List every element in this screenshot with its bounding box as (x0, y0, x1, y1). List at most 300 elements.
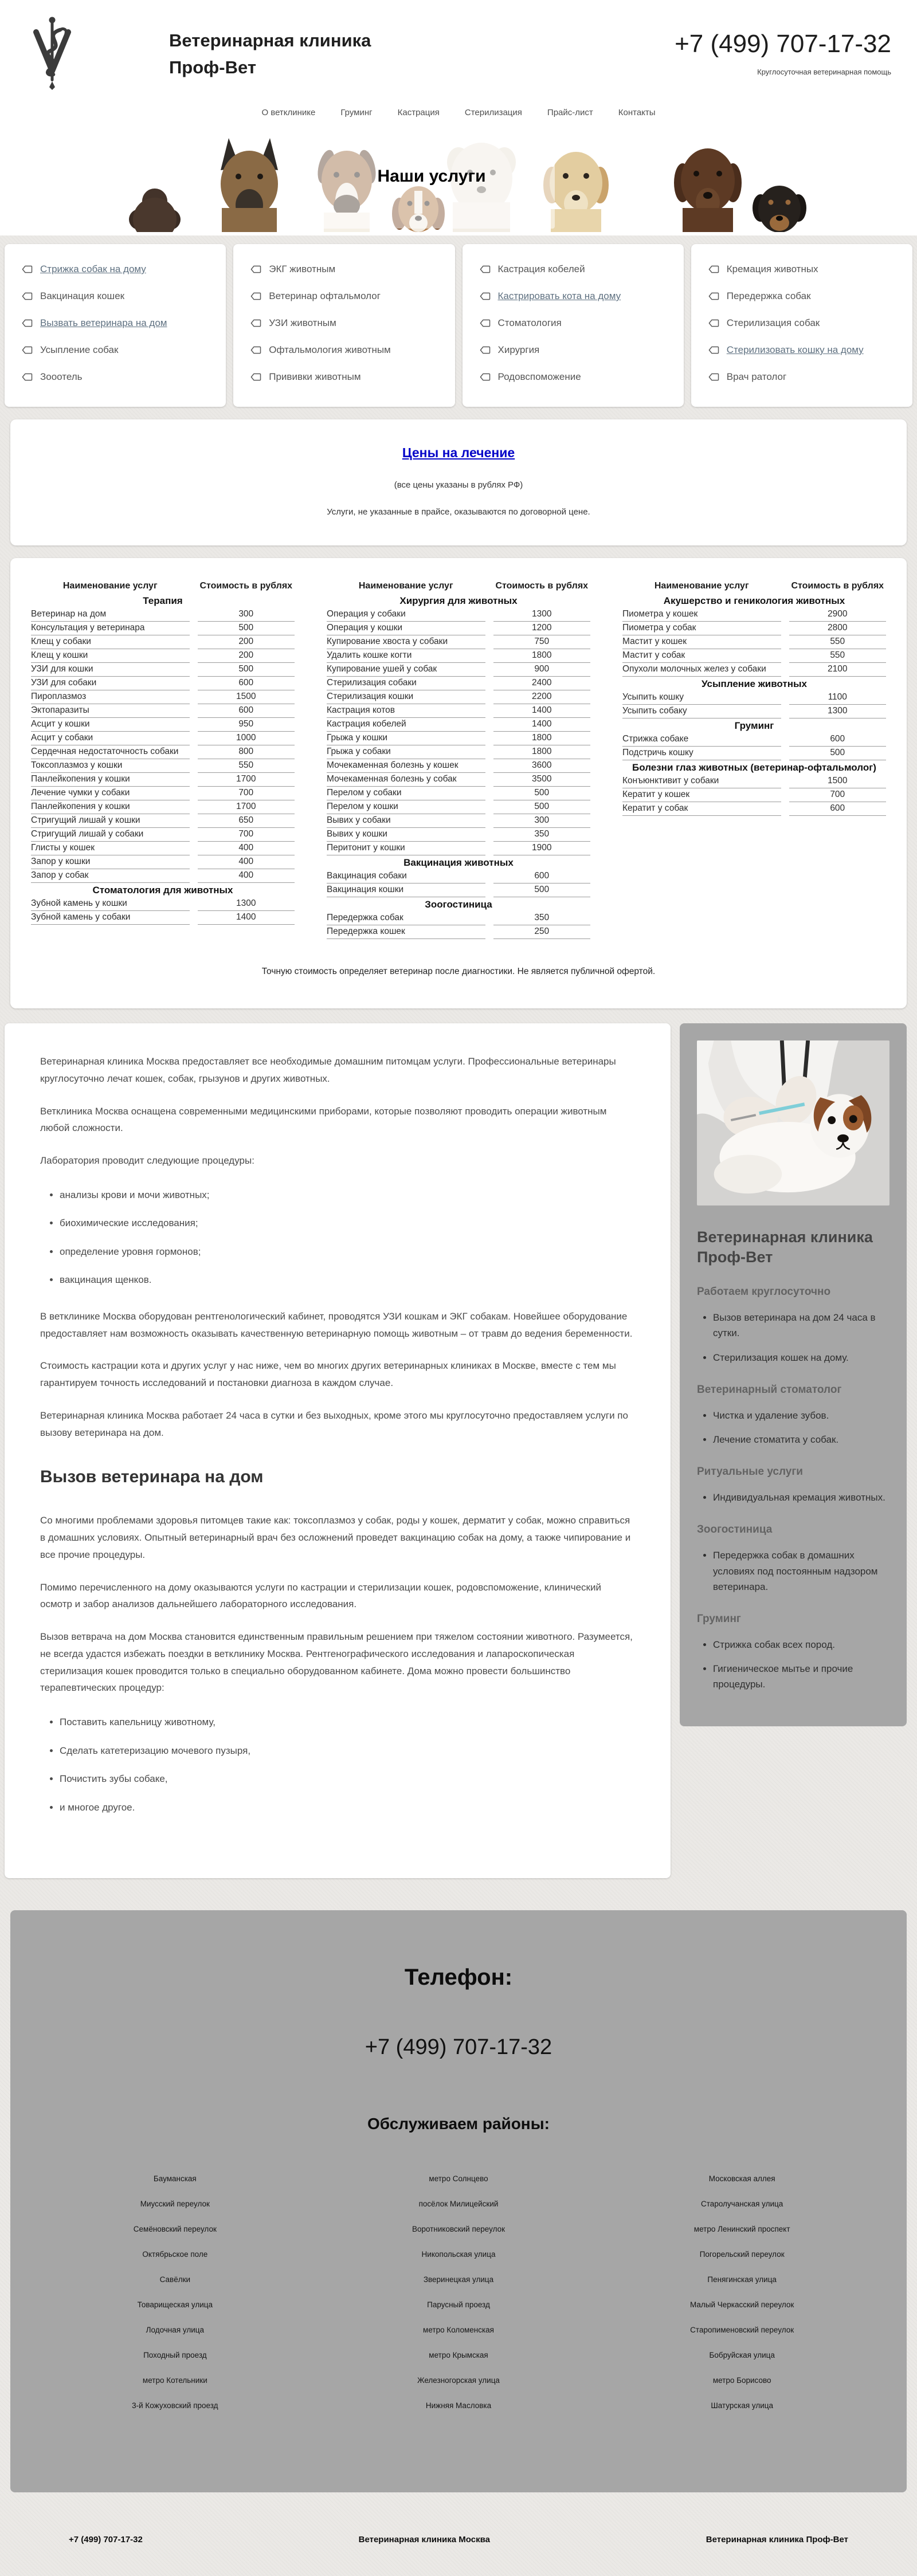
price-row (327, 773, 590, 787)
service-name-cell: Вакцинация кошки (327, 883, 485, 897)
tag-icon (480, 319, 491, 327)
service-item-label: Усыпление собак (40, 344, 119, 355)
table-section-row (31, 883, 295, 897)
service-name-cell: Пироплазмоз (31, 690, 190, 704)
price-row (327, 787, 590, 800)
service-price-cell: 350 (493, 912, 590, 925)
clinic-title-line1: Ветеринарная клиника (169, 30, 371, 50)
article-list-item: • Сделать катетеризацию мочевого пузыря, (60, 1743, 635, 1758)
tag-icon (708, 373, 719, 381)
district-item: Погорельский переулок (699, 2250, 785, 2259)
article-paragraph: Ветеринарная клиника Москва предоставляет все необходимые домашним питомцам услуги. Профессиональные ветеринары круглосуточно лечат кошек, собак, грызунов и других животных. (40, 1056, 616, 1084)
service-price-cell: 1500 (789, 775, 886, 788)
service-name-cell: Асцит у собаки (31, 732, 190, 745)
sidebar-list (713, 1310, 889, 1365)
service-item-label: Родовспоможение (497, 371, 581, 382)
article-list-item: • анализы крови и мочи животных; (60, 1188, 635, 1203)
prices-currency-note: (все цены указаны в рублях РФ) (394, 480, 523, 490)
district-item: 3-й Кожуховский проезд (132, 2401, 218, 2410)
tag-icon (22, 319, 33, 327)
price-row (31, 622, 295, 635)
price-row (327, 732, 590, 745)
service-price-cell: 200 (198, 635, 295, 649)
service-price-cell: 1200 (493, 622, 590, 635)
sidebar-list-item: • Индивидуальная кремация животных. (713, 1490, 889, 1505)
table-col-header-price: Стоимость в рублях (791, 581, 884, 591)
sidebar-list (713, 1637, 889, 1693)
sidebar-list-item: • Лечение стоматита у собак. (713, 1432, 889, 1447)
article-list (60, 1715, 635, 1815)
service-name-cell: Операция у кошки (327, 622, 485, 635)
price-row (31, 745, 295, 759)
dog-shepherd (221, 138, 278, 232)
service-price-cell: 200 (198, 649, 295, 663)
price-row (31, 855, 295, 869)
service-name-cell: Запор у собак (31, 869, 190, 883)
service-name-cell: Вывих у кошки (327, 828, 485, 842)
district-item: Парусный проезд (427, 2300, 490, 2309)
service-price-cell: 500 (198, 622, 295, 635)
footer (0, 2492, 917, 2576)
service-name-cell: Мастит у собак (622, 649, 781, 663)
service-name-cell: Глисты у кошек (31, 842, 190, 855)
table-header-row (327, 580, 590, 594)
service-price-cell: 650 (198, 814, 295, 828)
price-table-column (614, 580, 894, 816)
table-section-row (622, 677, 886, 691)
hero-title: Наши услуги (377, 167, 486, 186)
service-name-cell: Грыжа у кошки (327, 732, 485, 745)
price-row (327, 663, 590, 677)
price-row (327, 925, 590, 939)
price-row (327, 704, 590, 718)
service-price-cell: 1900 (493, 842, 590, 855)
sidebar-list-item: • Гигиеническое мытье и прочие процедуры. (713, 1661, 889, 1692)
service-name-cell: Перелом у собаки (327, 787, 485, 800)
table-section-title: Стоматология для животных (92, 885, 233, 896)
service-price-cell: 900 (493, 663, 590, 677)
table-section-title: Акушерство и геникология животных (663, 595, 845, 606)
service-name-cell: Ветеринар на дом (31, 608, 190, 622)
service-name-cell: Кастрация котов (327, 704, 485, 718)
district-item: Миусский переулок (140, 2200, 210, 2208)
service-item (480, 371, 678, 383)
footer-center-text: Ветеринарная клиника Москва (358, 2535, 490, 2544)
service-item-label: Врач ратолог (726, 371, 787, 382)
hero-title-box (308, 124, 555, 229)
article-paragraph: В ветклинике Москва оборудован рентгенологический кабинет, проводятся УЗИ кошкам и ЭКГ собакам. Новейшее оборудование предоставляет нам возможность оказывать качественную ветеринарную помощь животным – от травм до ведения беременности. (40, 1310, 633, 1339)
price-row (327, 828, 590, 842)
tag-icon (480, 265, 491, 273)
service-price-cell: 550 (789, 635, 886, 649)
service-item (480, 317, 678, 329)
table-section-row (327, 855, 590, 870)
price-row (327, 608, 590, 622)
service-item-label: Стоматология (497, 317, 562, 328)
service-name-cell: Мастит у кошек (622, 635, 781, 649)
service-name-cell: Панлейкопения у кошки (31, 773, 190, 787)
service-price-cell: 600 (198, 704, 295, 718)
service-name-cell: Усыпить собаку (622, 705, 781, 718)
header-phone: +7 (499) 707-17-32 (675, 30, 891, 58)
service-price-cell: 550 (789, 649, 886, 663)
sidebar-list-item: • Чистка и удаление зубов. (713, 1408, 889, 1423)
price-row (327, 649, 590, 663)
service-price-cell: 1300 (493, 608, 590, 622)
sidebar-group-title: Ветеринарный стоматолог (697, 1383, 842, 1396)
price-row (31, 732, 295, 745)
service-price-cell: 500 (493, 800, 590, 814)
sidebar-list-item: • Передержка собак в домашних условиях под постоянным надзором ветеринара. (713, 1548, 889, 1595)
service-price-cell: 500 (198, 663, 295, 677)
district-item: Бауманская (153, 2174, 197, 2183)
service-name-cell: Стерилизация собаки (327, 677, 485, 690)
district-column (317, 2174, 601, 2426)
service-price-cell: 600 (198, 677, 295, 690)
service-item-label: Кастрация кобелей (497, 264, 585, 274)
table-section-title: Хирургия для животных (399, 595, 518, 606)
service-name-cell: Усыпить кошку (622, 691, 781, 705)
service-price-cell: 2800 (789, 622, 886, 635)
price-row (31, 759, 295, 773)
service-name-cell: Лечение чумки у собаки (31, 787, 190, 800)
service-name-cell: Купирование хвоста у собаки (327, 635, 485, 649)
nav-link[interactable]: Груминг (340, 108, 373, 117)
price-row (327, 814, 590, 828)
price-row (327, 870, 590, 883)
price-row (327, 912, 590, 925)
service-item-label: ЭКГ животным (269, 264, 336, 274)
district-item: Воротниковский переулок (412, 2225, 505, 2233)
service-item-link[interactable]: Кастрировать кота на дому (497, 290, 621, 301)
service-item-label: УЗИ животным (269, 317, 336, 328)
price-row (31, 814, 295, 828)
nav-link[interactable]: Контакты (618, 108, 656, 117)
sidebar-list (713, 1548, 889, 1595)
table-col-header-name: Наименование услуг (358, 581, 453, 591)
article-paragraph: Ветклиника Москва оснащена современными медицинскими приборами, которые позволяют проводить операции животным любой сложности. (40, 1105, 607, 1134)
sidebar-group-title: Груминг (697, 1612, 741, 1625)
service-price-cell: 600 (789, 733, 886, 747)
service-item (250, 264, 449, 275)
service-price-cell: 2400 (493, 677, 590, 690)
vet-logo-icon (32, 15, 73, 91)
table-section-row (622, 760, 886, 775)
service-item (250, 344, 449, 356)
sidebar-list-item: • Стрижка собак всех пород. (713, 1637, 889, 1652)
nav-link[interactable]: Прайс-лист (547, 108, 593, 117)
service-name-cell: Клещ у кошки (31, 649, 190, 663)
service-item (22, 264, 220, 275)
service-name-cell: Купирование ушей у собак (327, 663, 485, 677)
district-item: Товарищеская улица (137, 2300, 213, 2309)
services-card (463, 244, 684, 407)
dog-chocolate-lab (674, 148, 742, 232)
service-price-cell: 1400 (493, 718, 590, 732)
price-disclaimer: Точную стоимость определяет ветеринар после диагностики. Не является публичной офертой. (261, 967, 656, 976)
sidebar-list-item: • Вызов ветеринара на дом 24 часа в сутки. (713, 1310, 889, 1341)
service-name-cell: Мочекаменная болезнь у кошек (327, 759, 485, 773)
service-item (708, 264, 907, 275)
price-row (622, 635, 886, 649)
service-item (480, 290, 678, 302)
price-row (622, 775, 886, 788)
service-item-label: Офтальмология животным (269, 344, 391, 355)
district-item: метро Коломенская (423, 2326, 494, 2334)
article-paragraph: Лаборатория проводит следующие процедуры: (40, 1155, 254, 1166)
price-table-column (23, 580, 303, 925)
district-item: Лодочная улица (146, 2326, 204, 2334)
table-section-title: Терапия (143, 595, 183, 606)
service-name-cell: Стрижка собаке (622, 733, 781, 747)
service-price-cell: 600 (493, 870, 590, 883)
service-item (250, 371, 449, 383)
service-name-cell: Перелом у кошки (327, 800, 485, 814)
district-item: Походный проезд (143, 2351, 207, 2359)
service-name-cell: Конъюнктивит у собаки (622, 775, 781, 788)
table-col-header-name: Наименование услуг (62, 581, 158, 591)
price-row (327, 759, 590, 773)
price-row (327, 883, 590, 897)
service-item-link[interactable]: Стрижка собак на дому (40, 264, 146, 274)
service-name-cell: Запор у кошки (31, 855, 190, 869)
article-paragraph: Стоимость кастрации кота и других услуг у нас ниже, чем во многих других ветеринарных клиниках в Москве, вместе с тем мы гарантируем точность исследований и постановки диагноза в каждом случае. (40, 1360, 616, 1388)
price-row (327, 677, 590, 690)
article-paragraph: Помимо перечисленного на дому оказываются услуги по кастрации и стерилизации кошек, родовспоможение, клинический осмотр и забор анализов дальнейшего лабораторного исследования. (40, 1581, 601, 1610)
district-item: Бобруйская улица (709, 2351, 775, 2359)
tag-icon (22, 265, 33, 273)
service-name-cell: Клещ у собаки (31, 635, 190, 649)
price-row (622, 733, 886, 747)
service-price-cell: 3500 (493, 773, 590, 787)
price-table (614, 580, 894, 816)
service-price-cell: 700 (198, 787, 295, 800)
service-price-cell: 750 (493, 635, 590, 649)
footer-phone: +7 (499) 707-17-32 (69, 2535, 143, 2544)
district-item: Московская аллея (708, 2174, 775, 2183)
service-price-cell: 400 (198, 855, 295, 869)
price-row (327, 622, 590, 635)
phone-heading: Телефон: (404, 1965, 513, 1990)
district-item: метро Солнцево (429, 2174, 488, 2183)
table-section-title: Зоогостиница (425, 899, 492, 910)
district-item: Старолучанская улица (701, 2200, 783, 2208)
service-price-cell: 700 (789, 788, 886, 802)
service-item (708, 371, 907, 383)
service-price-cell: 500 (493, 787, 590, 800)
district-column (600, 2174, 884, 2426)
price-row (31, 869, 295, 883)
service-item (480, 344, 678, 356)
nav-link[interactable]: Стерилизация (464, 108, 522, 117)
sidebar-list (713, 1408, 889, 1447)
service-name-cell: Передержка кошек (327, 925, 485, 939)
table-section-title: Болезни глаз животных (ветеринар-офтальмолог) (632, 762, 876, 773)
service-name-cell: Панлейкопения у кошки (31, 800, 190, 814)
service-price-cell: 1400 (493, 704, 590, 718)
service-name-cell: Пиометра у собак (622, 622, 781, 635)
district-item: метро Крымская (429, 2351, 488, 2359)
dog-poodle (129, 189, 181, 232)
table-col-header-price: Стоимость в рублях (199, 581, 293, 591)
prices-title-link[interactable]: Цены на лечение (402, 445, 515, 460)
price-row (31, 787, 295, 800)
service-price-cell: 400 (198, 842, 295, 855)
service-item-link[interactable]: Стерилизовать кошку на дому (726, 344, 864, 355)
service-price-cell: 1800 (493, 649, 590, 663)
service-price-cell: 700 (198, 828, 295, 842)
district-item: Октябрьское поле (142, 2250, 208, 2259)
service-name-cell: Мочекаменная болезнь у собак (327, 773, 485, 787)
services-card (691, 244, 912, 407)
article-paragraph: Вызов ветврача на дом Москва становится единственным правильным решением при тяжелом состоянии животного. Разумеется, не всегда удастся избежать поездки в ветклинику Москва. Рентгенографического исследования и лапароскопическая стерилизация кошек проводится только в специально оборудованном кабинете. Дома можно провести большинство терапевтических процедур: (40, 1631, 633, 1694)
header-phone-block (675, 30, 891, 76)
service-name-cell: Кератит у кошек (622, 788, 781, 802)
service-price-cell: 1300 (789, 705, 886, 718)
service-name-cell: Сердечная недостаточность собаки (31, 745, 190, 759)
service-name-cell: Кастрация кобелей (327, 718, 485, 732)
service-price-cell: 1300 (198, 897, 295, 911)
dog-rottweiler (753, 186, 806, 232)
service-price-cell: 600 (789, 802, 886, 816)
service-price-cell: 500 (493, 883, 590, 897)
price-row (31, 649, 295, 663)
phone-number: +7 (499) 707-17-32 (365, 2035, 552, 2059)
service-item-label: Стерилизация собак (726, 317, 820, 328)
article-list-item: • Почистить зубы собаке, (60, 1772, 635, 1786)
service-name-cell: Вывих у собаки (327, 814, 485, 828)
service-price-cell: 300 (198, 608, 295, 622)
header-phone-note: Круглосуточная ветеринарная помощь (757, 68, 891, 76)
price-row (622, 622, 886, 635)
service-item (708, 290, 907, 302)
tag-icon (250, 373, 261, 381)
service-item-label: Вакцинация кошек (40, 290, 125, 301)
nav-link[interactable]: О ветклинике (261, 108, 316, 117)
service-name-cell: Удалить кошке когти (327, 649, 485, 663)
service-item (480, 264, 678, 275)
clinic-title-line2: Проф-Вет (169, 57, 257, 77)
price-row (31, 828, 295, 842)
price-row (31, 773, 295, 787)
service-name-cell: Зубной камень у кошки (31, 897, 190, 911)
table-section-row (327, 594, 590, 608)
service-price-cell: 2100 (789, 663, 886, 677)
service-name-cell: Стерилизация кошки (327, 690, 485, 704)
nav-link[interactable]: Кастрация (397, 108, 440, 117)
table-section-title: Усыпление животных (702, 678, 807, 689)
table-header-row (622, 580, 886, 594)
price-row (622, 663, 886, 677)
service-name-cell: Консультация у ветеринара (31, 622, 190, 635)
tag-icon (250, 319, 261, 327)
phone-section (10, 1910, 907, 2492)
vet-with-dog-photo (697, 1040, 889, 1205)
price-row (622, 802, 886, 816)
service-name-cell: Грыжа у собаки (327, 745, 485, 759)
services-row (0, 235, 917, 407)
service-item (250, 290, 449, 302)
districts-heading: Обслуживаем районы: (367, 2115, 550, 2133)
district-item: Зверинецкая улица (423, 2275, 494, 2284)
service-name-cell: Подстричь кошку (622, 747, 781, 760)
price-row (327, 718, 590, 732)
district-item: Семёновский переулок (133, 2225, 217, 2233)
article-paragraph: Со многими проблемами здоровья питомцев такие как: токсоплазмоз у собак, роды у кошек, дерматит у собак, можно справиться в домашних условиях. Опытный ветеринарный врач без осложнений проведет вакцинацию собак на дому, а также чипирование и все прочие процедуры. (40, 1515, 631, 1560)
service-item-link[interactable]: Вызвать ветеринара на дом (40, 317, 167, 328)
service-price-cell: 300 (493, 814, 590, 828)
service-name-cell: Опухоли молочных желез у собаки (622, 663, 781, 677)
main-nav (0, 94, 917, 122)
district-item: Савёлки (159, 2275, 191, 2284)
article-list-item: • вакцинация щенков. (60, 1273, 635, 1287)
service-name-cell: Стригущий лишай у собаки (31, 828, 190, 842)
article-heading: Вызов ветеринара на дом (40, 1467, 264, 1487)
price-row (327, 842, 590, 855)
table-section-row (622, 594, 886, 608)
service-item (250, 317, 449, 329)
service-name-cell: Операция у собаки (327, 608, 485, 622)
district-item: Старопименовский переулок (690, 2326, 794, 2334)
service-price-cell: 1700 (198, 773, 295, 787)
header (0, 0, 917, 94)
district-item: метро Котельники (142, 2376, 207, 2385)
price-row (31, 842, 295, 855)
service-price-cell: 1000 (198, 732, 295, 745)
price-row (622, 691, 886, 705)
district-item: Железногорская улица (417, 2376, 500, 2385)
price-row (31, 911, 295, 925)
article-card (5, 1023, 671, 1878)
service-price-cell: 1800 (493, 745, 590, 759)
sidebar-group-title: Ритуальные услуги (697, 1466, 803, 1478)
price-row (31, 718, 295, 732)
price-row (622, 608, 886, 622)
service-price-cell: 800 (198, 745, 295, 759)
service-item-label: Зооотель (40, 371, 83, 382)
service-item-label: Ветеринар офтальмолог (269, 290, 381, 301)
service-price-cell: 400 (198, 869, 295, 883)
service-price-cell: 2900 (789, 608, 886, 622)
sidebar-title: Ветеринарная клиника Проф-Вет (697, 1228, 873, 1266)
price-row (31, 704, 295, 718)
tag-icon (250, 346, 261, 354)
district-item: метро Ленинский проспект (693, 2225, 790, 2233)
price-row (31, 800, 295, 814)
service-name-cell: УЗИ для собаки (31, 677, 190, 690)
content-row (5, 1023, 907, 1878)
tag-icon (22, 292, 33, 300)
service-name-cell: Передержка собак (327, 912, 485, 925)
price-row (31, 635, 295, 649)
service-name-cell: Перитонит у кошки (327, 842, 485, 855)
prices-intro-card (10, 419, 907, 545)
districts-columns (33, 2174, 884, 2426)
service-price-cell: 1700 (198, 800, 295, 814)
price-row (31, 897, 295, 911)
article-list-item: • биохимические исследования; (60, 1216, 635, 1231)
service-name-cell: Кератит у собак (622, 802, 781, 816)
service-item (22, 317, 220, 329)
table-section-row (622, 718, 886, 733)
table-section-title: Вакцинация животных (403, 857, 514, 868)
district-item: Никопольская улица (421, 2250, 496, 2259)
article-paragraph: Ветеринарная клиника Москва работает 24 часа в сутки и без выходных, кроме этого мы круглосуточно предоставляем услуги по вызову ветеринара на дом. (40, 1409, 628, 1438)
price-row (31, 663, 295, 677)
service-item (708, 344, 907, 356)
price-row (327, 745, 590, 759)
article-list-item: • Поставить капельницу животному, (60, 1715, 635, 1730)
